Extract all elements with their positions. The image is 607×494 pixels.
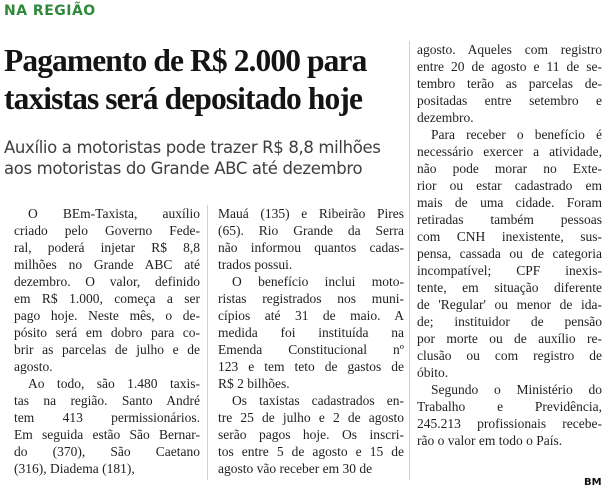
- text-line: cípios até 31 de maio. A: [218, 308, 404, 323]
- text-line: medida foi instituída na: [218, 325, 404, 340]
- paragraph: [218, 273, 404, 392]
- section-tag: NA REGIÃO: [4, 3, 96, 19]
- text-line: positadas entre setembro e: [417, 93, 602, 108]
- text-line: milhões no Grande ABC até: [14, 257, 200, 272]
- divider: [409, 41, 410, 480]
- text-line: agosto. Aqueles com registro: [417, 42, 602, 57]
- article-column-1: [14, 205, 200, 477]
- text-line: tos entre 5 de agosto e 15 de: [218, 444, 404, 459]
- text-line: necessário exercer a atividade,: [417, 144, 602, 159]
- text-line: não informou quantos cadas-: [218, 240, 404, 255]
- paragraph: [417, 41, 602, 126]
- text-line: pensa, cassada ou de categoria: [417, 246, 602, 261]
- text-line: pago hoje. Neste mês, o de-: [14, 308, 200, 323]
- headline-line: taxistas será depositado hoje: [4, 81, 363, 116]
- text-line: entre 20 de agosto e 11 de se-: [417, 59, 602, 74]
- text-line: trados possui.: [218, 257, 293, 272]
- text-line: agosto.: [14, 359, 53, 374]
- subhead-line: Auxílio a motoristas pode trazer R$ 8,8 milhões: [4, 138, 381, 157]
- text-line: tas na região. Santo André: [14, 393, 200, 408]
- divider: [207, 205, 208, 480]
- text-line: pósito será em dobro para co-: [14, 325, 200, 340]
- text-line: brir as parcelas de julho e de: [14, 342, 200, 357]
- text-line: óbito.: [417, 365, 449, 380]
- text-line: Para receber o benefício é: [431, 127, 602, 142]
- text-line: dezembro.: [417, 110, 474, 125]
- text-line: (65). Rio Grande da Serra: [218, 223, 404, 238]
- text-line: tem 413 permissionários.: [14, 410, 200, 425]
- text-line: em R$ 1.000, começa a ser: [14, 291, 200, 306]
- text-line: Os taxistas cadastrados en-: [232, 393, 404, 408]
- paragraph: [218, 392, 404, 477]
- subhead-line: aos motoristas do Grande ABC até dezembro: [4, 159, 363, 178]
- text-line: rior ou estar cadastrado em: [417, 178, 602, 193]
- text-line: dezembro. O valor, definido: [14, 274, 200, 289]
- author-signature: BM: [584, 477, 602, 488]
- text-line: O benefício inclui moto-: [232, 274, 404, 289]
- headline-line: Pagamento de R$ 2.000 para: [4, 43, 367, 78]
- text-line: agosto vão receber em 30 de: [218, 461, 373, 476]
- text-line: de 'Regular' ou menor de ida-: [417, 297, 602, 312]
- text-line: Ao todo, são 1.480 taxis-: [28, 376, 200, 391]
- article-column-2: [218, 205, 404, 477]
- text-line: retiradas também pessoas: [417, 212, 602, 227]
- text-line: ral, poderá injetar R$ 8,8: [14, 240, 200, 255]
- text-line: Trabalho e Previdência,: [417, 399, 602, 414]
- paragraph: [417, 381, 602, 449]
- text-line: por morte ou de auxílio re-: [417, 331, 602, 346]
- text-line: Emenda Constitucional nº: [218, 342, 404, 357]
- text-line: tembro terão as parcelas de-: [417, 76, 602, 91]
- text-line: não pode morar no Exte-: [417, 161, 602, 176]
- text-line: Em seguida estão São Bernar-: [14, 427, 200, 442]
- text-line: criado pelo Governo Fede-: [14, 223, 200, 238]
- text-line: Mauá (135) e Ribeirão Pires: [218, 206, 404, 221]
- text-line: rão o valor em todo o País.: [417, 433, 563, 448]
- text-line: 245.213 profissionais recebe-: [417, 416, 602, 431]
- text-line: R$ 2 bilhões.: [218, 376, 290, 391]
- paragraph: [14, 375, 200, 477]
- text-line: ristas registrados nos muni-: [218, 291, 404, 306]
- text-line: incompatível; CPF inexis-: [417, 263, 602, 278]
- text-line: Segundo o Ministério do: [431, 382, 602, 397]
- text-line: (316), Diadema (181),: [14, 461, 135, 476]
- headline: [4, 42, 402, 118]
- text-line: tre 25 de julho e 2 de agosto: [218, 410, 404, 425]
- paragraph: [218, 205, 404, 273]
- article-column-3: [417, 41, 602, 449]
- paragraph: [14, 205, 200, 375]
- text-line: mais de uma cidade. Foram: [417, 195, 602, 210]
- text-line: de; instituidor de pensão: [417, 314, 602, 329]
- text-line: tente, em situação diferente: [417, 280, 602, 295]
- subhead: [4, 137, 402, 179]
- text-line: com CNH inexistente, sus-: [417, 229, 602, 244]
- text-line: O BEm-Taxista, auxílio: [28, 206, 200, 221]
- text-line: clusão ou com registro de: [417, 348, 602, 363]
- paragraph: [417, 126, 602, 381]
- text-line: serão pagos hoje. Os inscri-: [218, 427, 404, 442]
- text-line: do (370), São Caetano: [14, 444, 200, 459]
- text-line: 123 e tem teto de gastos de: [218, 359, 404, 374]
